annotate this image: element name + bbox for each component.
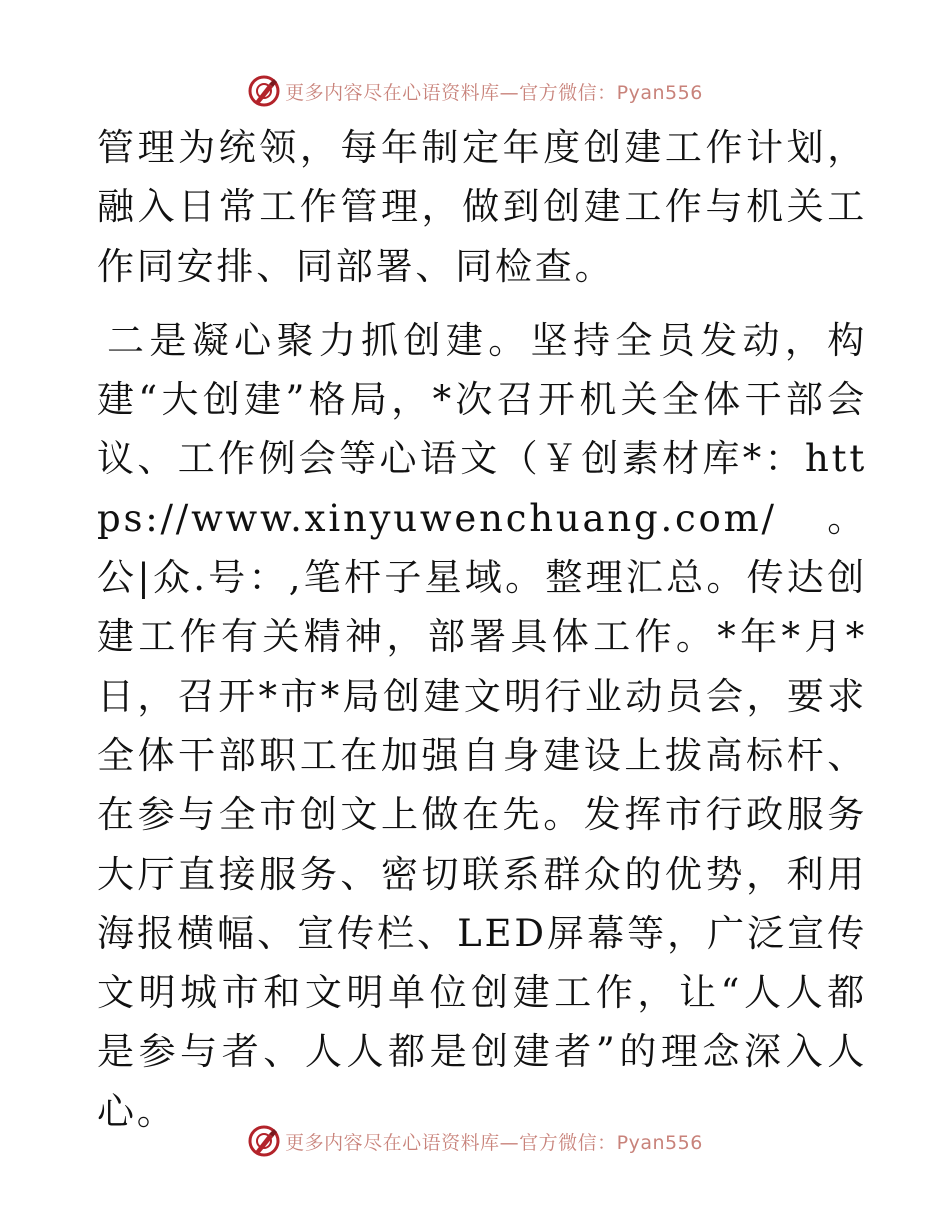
paragraph-1: 管理为统领，每年制定年度创建工作计划，融入日常工作管理，做到创建工作与机关工作同安排、同部署、同检查。 [97,126,867,288]
pen-logo-icon [247,74,281,108]
footer-watermark-banner [0,1121,950,1161]
banner-contact-text: —官方微信：Pyan556 [499,1131,703,1154]
banner-text [285,1128,703,1155]
banner-site-text: 更多内容尽在心语资料库 [285,81,500,104]
banner-text [285,78,703,105]
banner-site-text: 更多内容尽在心语资料库 [285,1131,500,1154]
pen-logo-icon [247,1124,281,1158]
banner-contact-text: —官方微信：Pyan556 [499,81,703,104]
paragraph-2: 二是凝心聚力抓创建。坚持全员发动，构建“大创建”格局，*次召开机关全体干部会议、工作例会等心语文（￥创素材库*：https://www.xinyuwenchuang.com/。公|众.号：,笔杆子星域。整理汇总。传达创建工作有关精神，部署具体工作。*年*月*日，召开*市*局创建文明行业动员会，要求全体干部职工在加强自身建设上拔高标杆、在参与全市创文上做在先。发挥市行政服务大厅直接服务、密切联系群众的优势，利用海报横幅、宣传栏、LED屏幕等，广泛宣传文明城市和文明单位创建工作，让“人人都是参与者、人人都是创建者”的理念深入人心。 [97,318,867,1133]
document-body [97,118,867,1141]
header-watermark-banner [0,71,950,111]
